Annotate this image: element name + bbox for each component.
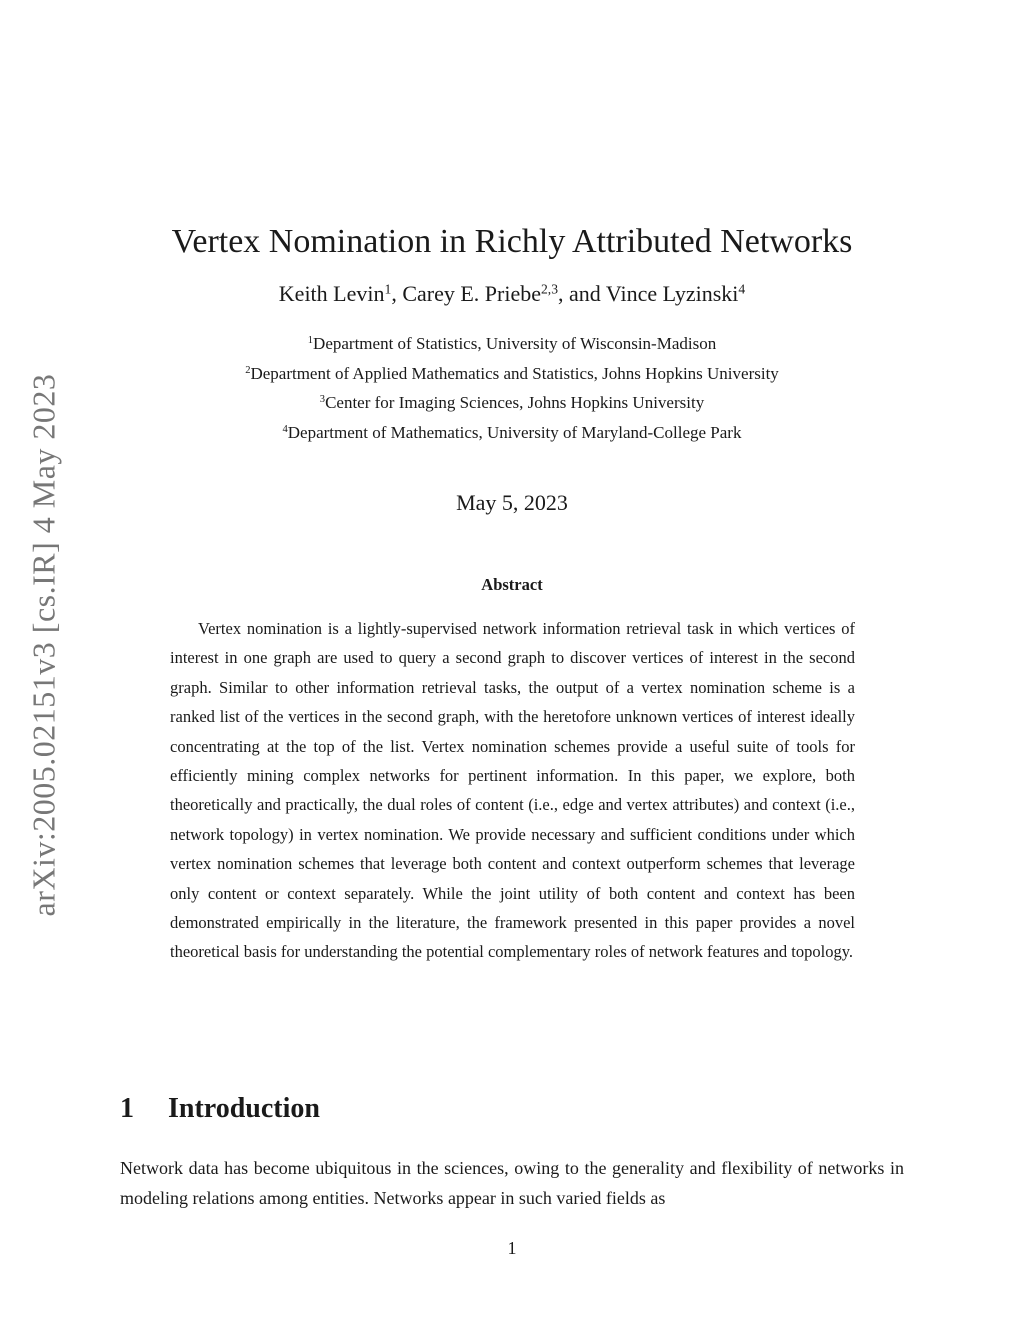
affiliation-mark: 2	[245, 365, 251, 377]
author-list	[0, 281, 1024, 307]
author-name: Vince Lyzinski	[605, 281, 739, 306]
page-number: 1	[507, 1238, 517, 1258]
author-affiliation-mark: 1	[384, 281, 392, 297]
affiliation	[0, 423, 1024, 443]
arxiv-identifier-text: arXiv:2005.02151v3 [cs.IR] 4 May 2023	[25, 373, 62, 917]
affiliation-mark: 1	[307, 335, 314, 347]
affiliation	[0, 393, 1024, 413]
section-number: 1	[120, 1093, 134, 1124]
affiliation-text: Department of Applied Mathematics and Statistics, Johns Hopkins University	[250, 364, 779, 383]
affiliation-text: Center for Imaging Sciences, Johns Hopkins University	[325, 393, 705, 412]
section-heading	[120, 1093, 320, 1125]
author-affiliation-mark: 4	[738, 281, 746, 297]
abstract-heading: Abstract	[481, 575, 543, 594]
author-name: Carey E. Priebe	[402, 281, 541, 306]
introduction-paragraph: Network data has become ubiquitous in the sciences, owing to the generality and flexibility of networks in modeling relations among entities. Networks appear in such varied fields as	[120, 1158, 904, 1208]
affiliation-text: Department of Mathematics, University of Maryland-College Park	[287, 423, 742, 442]
arxiv-identifier-stamp	[20, 360, 68, 930]
affiliation-mark: 3	[319, 394, 326, 406]
author-name: Keith Levin	[278, 281, 385, 306]
author-separator: , and	[558, 281, 606, 306]
paper-title: Vertex Nomination in Richly Attributed Networks	[171, 222, 853, 260]
author-affiliation-mark: 2,3	[540, 281, 559, 297]
author-separator: ,	[391, 281, 403, 306]
publication-date: May 5, 2023	[456, 490, 568, 515]
section-title: Introduction	[168, 1093, 320, 1124]
affiliation	[0, 364, 1024, 384]
affiliation	[0, 334, 1024, 354]
abstract-text: Vertex nomination is a lightly-supervised network information retrieval task in which vertices of interest in one graph are used to query a second graph to discover vertices of interest in the second graph. Similar to other information retrieval tasks, the output of a vertex nomination scheme is a ranked list of the vertices in the second graph, with the heretofore unknown vertices of interest ideally concentrating at the top of the list. Vertex nomination schemes provide a useful suite of tools for efficiently mining complex networks for pertinent information. In this paper, we explore, both theoretically and practically, the dual roles of content (i.e., edge and vertex attributes) and context (i.e., network topology) in vertex nomination. We provide necessary and sufficient conditions under which vertex nomination schemes that leverage both content and context outperform schemes that leverage only content or context separately. While the joint utility of both content and context has been demonstrated empirically in the literature, the framework presented in this paper provides a novel theoretical basis for understanding the potential complementary roles of network features and topology.	[170, 619, 855, 962]
affiliation-mark: 4	[282, 424, 288, 436]
affiliation-text: Department of Statistics, University of Wisconsin-Madison	[313, 334, 717, 353]
